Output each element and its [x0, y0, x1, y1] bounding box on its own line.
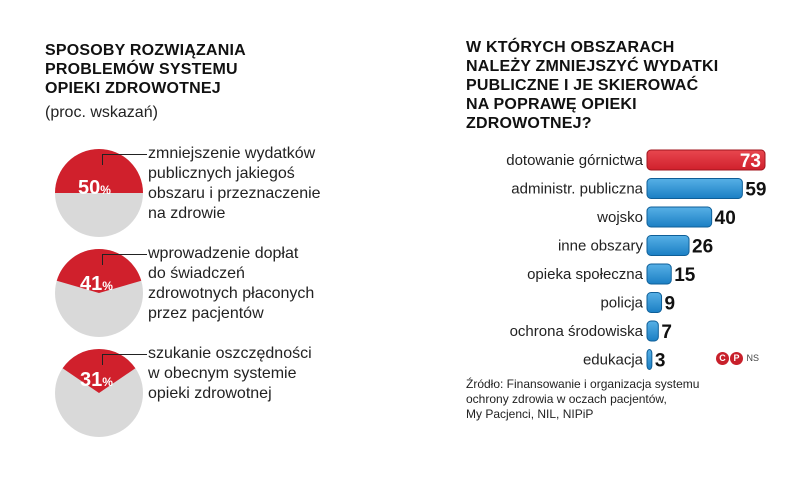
bar-category-label: administr. publiczna: [511, 180, 643, 198]
bar: [647, 350, 652, 370]
description-line: na zdrowie: [148, 205, 226, 222]
bar-category-label: dotowanie górnictwa: [506, 152, 643, 169]
logo-mark: C: [716, 352, 729, 365]
bar: [647, 207, 712, 227]
bar-chart: [440, 142, 780, 372]
left-chart-subtitle: (proc. wskazań): [45, 104, 158, 121]
description-line: zdrowotnych płaconych: [148, 285, 315, 302]
publisher-logo: [716, 352, 759, 365]
right-title-line: W KTÓRYCH OBSZARACH: [466, 39, 675, 56]
bar-value-label: 40: [714, 208, 736, 229]
pie-percent: [78, 178, 111, 200]
bar: [647, 321, 658, 341]
pie-description: [148, 144, 398, 224]
bar-value-label: 7: [661, 322, 672, 343]
left-title-line: OPIEKI ZDROWOTNEJ: [45, 80, 221, 97]
left-title-line: SPOSOBY ROZWIĄZANIA: [45, 42, 246, 59]
pie-description: [148, 244, 398, 324]
right-title-line: ZDROWOTNEJ?: [466, 115, 592, 132]
right-title-line: NA POPRAWĘ OPIEKI: [466, 96, 637, 113]
percent-sign: %: [102, 279, 113, 293]
description-line: szukanie oszczędności: [148, 345, 312, 362]
bar: [647, 236, 689, 256]
percent-value: 41: [80, 273, 103, 295]
bar-value-label: 26: [692, 236, 714, 258]
description-line: zmniejszenie wydatków: [148, 145, 316, 162]
description-line: publicznych jakiegoś: [148, 165, 295, 182]
pie-description: [148, 344, 398, 404]
leader-line: [102, 254, 147, 265]
bar-category-label: inne obszary: [557, 237, 643, 255]
logo-text: NS: [746, 353, 760, 363]
pie-percent: [80, 370, 113, 392]
description-line: do świadczeń: [148, 265, 245, 282]
bar-category-label: ochrona środowiska: [509, 323, 643, 340]
bar: [647, 293, 662, 313]
pie-item: [52, 245, 382, 358]
description-line: przez pacjentów: [148, 305, 264, 322]
bar-value-label: 15: [674, 265, 696, 286]
source-line: ochrony zdrowia w oczach pacjentów,: [466, 392, 667, 406]
logo-mark: P: [730, 352, 743, 365]
left-chart-title: [45, 41, 325, 98]
right-title-line: PUBLICZNE I JE SKIEROWAĆ: [466, 77, 699, 94]
right-chart-title: [466, 38, 776, 133]
bar-category-label: wojsko: [597, 209, 643, 226]
description-line: wprowadzenie dopłat: [148, 245, 299, 262]
bar-value-label: 59: [745, 179, 767, 201]
bar-value-label: 3: [654, 350, 666, 372]
description-line: w obecnym systemie: [148, 365, 297, 382]
pie-item: [52, 345, 382, 458]
bar: [647, 179, 742, 199]
percent-sign: %: [100, 183, 111, 197]
bar-category-label: policja: [600, 294, 643, 312]
right-title-line: NALEŻY ZMNIEJSZYĆ WYDATKI: [466, 58, 719, 75]
bar-category-label: opieka społeczna: [527, 266, 643, 283]
leader-line: [102, 354, 147, 365]
percent-value: 50: [78, 177, 101, 199]
pie-percent: [80, 274, 113, 296]
description-line: opieki zdrowotnej: [148, 385, 272, 402]
leader-line: [102, 154, 147, 165]
bar: [647, 264, 671, 284]
source-line: Źródło: Finansowanie i organizacja systemu: [466, 377, 700, 391]
source-line: My Pacjenci, NIL, NIPiP: [466, 407, 594, 421]
percent-value: 31: [80, 369, 103, 391]
percent-sign: %: [102, 375, 113, 389]
pie-item: [52, 145, 382, 258]
left-title-line: PROBLEMÓW SYSTEMU: [45, 61, 238, 78]
source-note: [466, 377, 786, 422]
bar-category-label: edukacja: [582, 351, 643, 369]
bar-value-label: 73: [739, 151, 761, 172]
bar-value-label: 9: [664, 293, 676, 315]
description-line: obszaru i przeznaczenie: [148, 185, 321, 202]
